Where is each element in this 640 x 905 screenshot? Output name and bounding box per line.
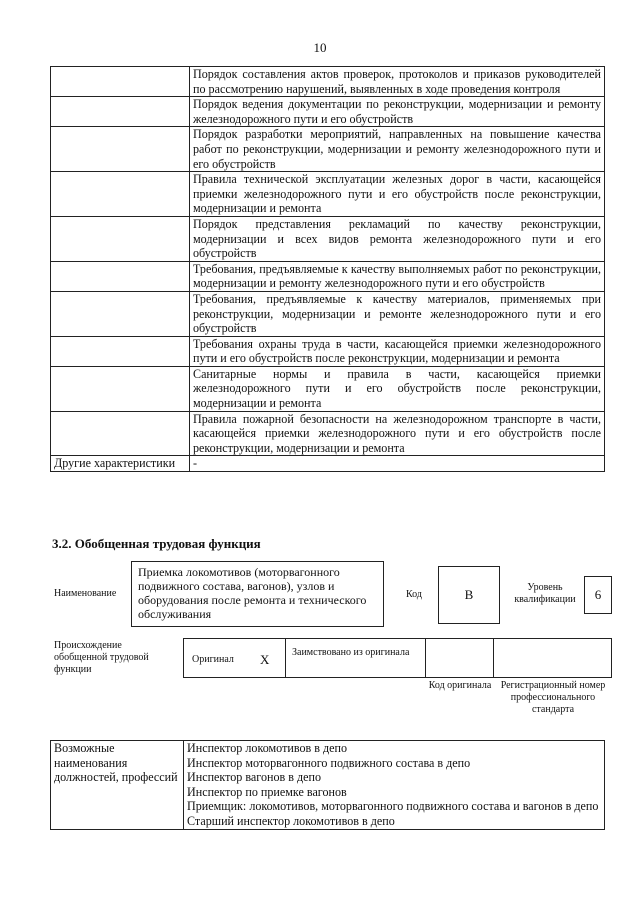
knowledge-table [50,66,605,472]
position-item: Приемщик: локомотивов, моторвагонного подвижного состава и вагонов в депо [187,799,599,814]
table-cell-empty [51,336,190,366]
reg-number-label: Регистрационный номер профессионального стандарта [500,680,606,715]
positions-table [50,740,605,830]
level-label: Уровень квалификации [514,582,576,605]
table-cell: Правила технической эксплуатации железных дорог в части, касающейся приемки железнодорожного пути и его обустройств после реконструкции, модернизации и ремонта [190,172,605,217]
table-row [51,97,605,127]
positions-label: Возможные наименования должностей, профессий [51,741,184,830]
cell-divider [493,639,494,677]
origin-label: Происхождение обобщенной трудовой функции [54,640,149,675]
function-name-box [131,561,384,627]
borrowed-label: Заимствовано из оригинала [292,647,410,658]
table-row-other [51,456,605,472]
function-name-value: Приемка локомотивов (моторвагонного подвижного состава, вагонов), узлов и оборудования после ремонта и технического обслуживания [138,565,367,621]
cell-divider [425,639,426,677]
position-item: Инспектор по приемке вагонов [187,784,347,799]
positions-list [184,741,605,830]
table-cell: Порядок разработки мероприятий, направленных на повышение качества работ по реконструкции, модернизации и ремонту железнодорожного пути и его обустройств [190,127,605,172]
original-mark: X [260,652,270,667]
table-cell: Санитарные нормы и правила в части, касающейся приемки железнодорожного пути и его обустройств после реконструкции, модернизации и ремонта [190,366,605,411]
table-row [51,127,605,172]
table-cell-empty [51,127,190,172]
table-cell-empty [51,172,190,217]
table-cell: Требования охраны труда в части, касающейся приемки железнодорожного пути и его обустройств после реконструкции, модернизации и ремонта [190,336,605,366]
table-row [51,172,605,217]
cell-divider [285,639,286,677]
original-label: Оригинал [192,654,234,665]
table-row [51,216,605,261]
table-cell: Порядок представления рекламаций по качеству реконструкции, модернизации и всех видов ремонта железнодорожного пути и его обустройств [190,216,605,261]
level-value: 6 [584,576,612,614]
position-item: Инспектор моторвагонного подвижного состава в депо [187,755,471,770]
table-row [51,411,605,456]
table-cell: Требования, предъявляемые к качеству выполняемых работ по реконструкции, модернизации и ремонту железнодорожного пути и его обустройств [190,261,605,291]
other-characteristics-label: Другие характеристики [51,456,190,472]
table-row [51,741,605,830]
table-cell: Правила пожарной безопасности на железнодорожном транспорте в части, касающейся приемки железнодорожного пути и его обустройств после реконструкции, модернизации и ремонта [190,411,605,456]
table-cell-empty [51,67,190,97]
other-characteristics-value: - [190,456,605,472]
section-title: 3.2. Обобщенная трудовая функция [52,536,261,551]
table-cell-empty [51,261,190,291]
table-row [51,366,605,411]
table-cell-empty [51,291,190,336]
code-label: Код [406,589,422,600]
origin-table [183,638,612,678]
table-cell-empty [51,216,190,261]
table-row [51,67,605,97]
position-item: Инспектор вагонов в депо [187,770,322,785]
name-label: Наименование [54,588,117,599]
table-cell-empty [51,411,190,456]
table-cell-empty [51,97,190,127]
table-cell: Требования, предъявляемые к качеству материалов, применяемых при реконструкции, модернизации и ремонте железнодорожного пути и его обустройств [190,291,605,336]
position-item: Инспектор локомотивов в депо [187,741,348,755]
table-cell: Порядок ведения документации по реконструкции, модернизации и ремонту железнодорожного пути и его обустройств [190,97,605,127]
table-row [51,291,605,336]
table-row [51,261,605,291]
code-value: B [438,566,500,624]
position-item: Старший инспектор локомотивов в депо [187,813,395,828]
code-original-label: Код оригинала [428,680,492,691]
table-cell: Порядок составления актов проверок, протоколов и приказов руководителей по рассмотрению нарушений, выявленных в ходе проведения контроля [190,67,605,97]
table-row [51,336,605,366]
page-number: 10 [313,40,327,55]
table-cell-empty [51,366,190,411]
